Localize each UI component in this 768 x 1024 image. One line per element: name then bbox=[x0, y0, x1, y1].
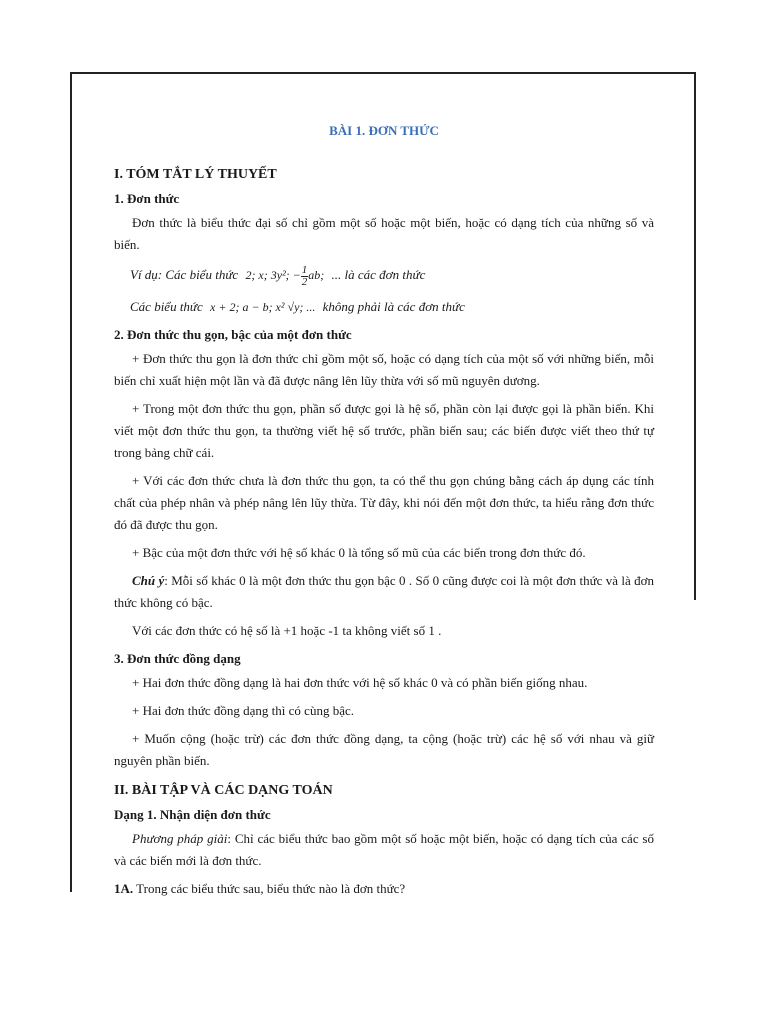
subsection-reduced-heading: 2. Đơn thức thu gọn, bậc của một đơn thức bbox=[114, 326, 352, 342]
note-paragraph bbox=[114, 570, 654, 614]
example2-prefix: Các biểu thức bbox=[130, 298, 203, 314]
example-monomials bbox=[130, 264, 654, 288]
paragraph-coefficient: + Trong một đơn thức thu gọn, phần số được gọi là hệ số, phần còn lại được gọi là phần biến. Khi viết một đơn thức thu gọn, ta thường viết hệ số trước, phần biến sau; các biến được viết theo thứ tự trong bảng chữ cái. bbox=[114, 400, 654, 460]
subsection-similar-heading: 3. Đơn thức đồng dạng bbox=[114, 650, 241, 666]
lesson-title: BÀI 1. ĐƠN THỨC bbox=[329, 123, 439, 138]
page-border-left bbox=[70, 72, 72, 892]
paragraph-coefficient-one: Với các đơn thức có hệ số là +1 hoặc -1 ta không viết số 1 . bbox=[132, 622, 442, 638]
example-suffix: ... là các đơn thức bbox=[331, 267, 426, 282]
example-math-b: ab; bbox=[308, 268, 325, 282]
paragraph-reduced-def: + Đơn thức thu gọn là đơn thức chỉ gồm một số, hoặc có dạng tích của một số với những biến, mỗi biến chỉ xuất hiện một lần và đã được nâng lên lũy thừa với số mũ nguyên dương. bbox=[114, 350, 654, 388]
section-theory-heading: I. TÓM TẮT LÝ THUYẾT bbox=[114, 167, 277, 182]
example-prefix: Ví dụ: Các biểu thức bbox=[130, 267, 239, 282]
exercise-1a-text: Trong các biểu thức sau, biểu thức nào là đơn thức? bbox=[133, 880, 406, 896]
page-border-right bbox=[694, 72, 696, 600]
exercise-1a-label: 1A. bbox=[114, 880, 134, 896]
example2-math: x + 2; a − b; x² √y; ... bbox=[210, 299, 316, 314]
example-non-monomials bbox=[130, 296, 654, 318]
paragraph-degree: + Bậc của một đơn thức với hệ số khác 0 là tổng số mũ của các biến trong đơn thức đó. bbox=[132, 544, 586, 560]
section-exercises-heading: II. BÀI TẬP VÀ CÁC DẠNG TOÁN bbox=[114, 782, 333, 798]
paragraph-similar-def: + Hai đơn thức đồng dạng là hai đơn thức với hệ số khác 0 và có phần biến giống nhau. bbox=[132, 674, 588, 690]
example-math-a: 2; x; 3y²; − bbox=[245, 268, 301, 282]
subsection-monomial-heading: 1. Đơn thức bbox=[114, 191, 180, 206]
example2-suffix: không phải là các đơn thức bbox=[322, 298, 465, 314]
paragraph-similar-add: + Muốn cộng (hoặc trừ) các đơn thức đồng dạng, ta cộng (hoặc trừ) các hệ số với nhau và giữ nguyên phần biến. bbox=[114, 730, 654, 768]
note-label: Chú ý bbox=[132, 572, 165, 588]
method-paragraph bbox=[114, 828, 654, 872]
example-math bbox=[245, 263, 325, 288]
method-label: Phương pháp giải bbox=[132, 830, 228, 846]
exercise-1a bbox=[114, 878, 654, 900]
note-text: : Mỗi số khác 0 là một đơn thức thu gọn bậc 0 . Số 0 cũng được coi là một đơn thức và là đơn thức không có bậc. bbox=[114, 572, 654, 610]
fraction-denominator: 2 bbox=[301, 275, 308, 288]
paragraph-similar-degree: + Hai đơn thức đồng dạng thì có cùng bậc. bbox=[132, 702, 354, 718]
fraction-numerator: 1 bbox=[301, 263, 308, 276]
method-text: : Chỉ các biểu thức bao gồm một số hoặc một biến, hoặc có dạng tích của các số và các biến mới là đơn thức. bbox=[114, 830, 654, 868]
document-body bbox=[114, 120, 654, 906]
type1-heading: Dạng 1. Nhận diện đơn thức bbox=[114, 806, 271, 822]
definition-paragraph: Đơn thức là biểu thức đại số chỉ gồm một số hoặc một biến, hoặc có dạng tích của những số và biến. bbox=[114, 215, 654, 252]
paragraph-reduce-method: + Với các đơn thức chưa là đơn thức thu gọn, ta có thể thu gọn chúng bằng cách áp dụng các tính chất của phép nhân và phép nâng lên lũy thừa. Từ đây, khi nói đến một đơn thức, ta hiểu rằng đơn thức đó đã được thu gọn. bbox=[114, 472, 654, 532]
